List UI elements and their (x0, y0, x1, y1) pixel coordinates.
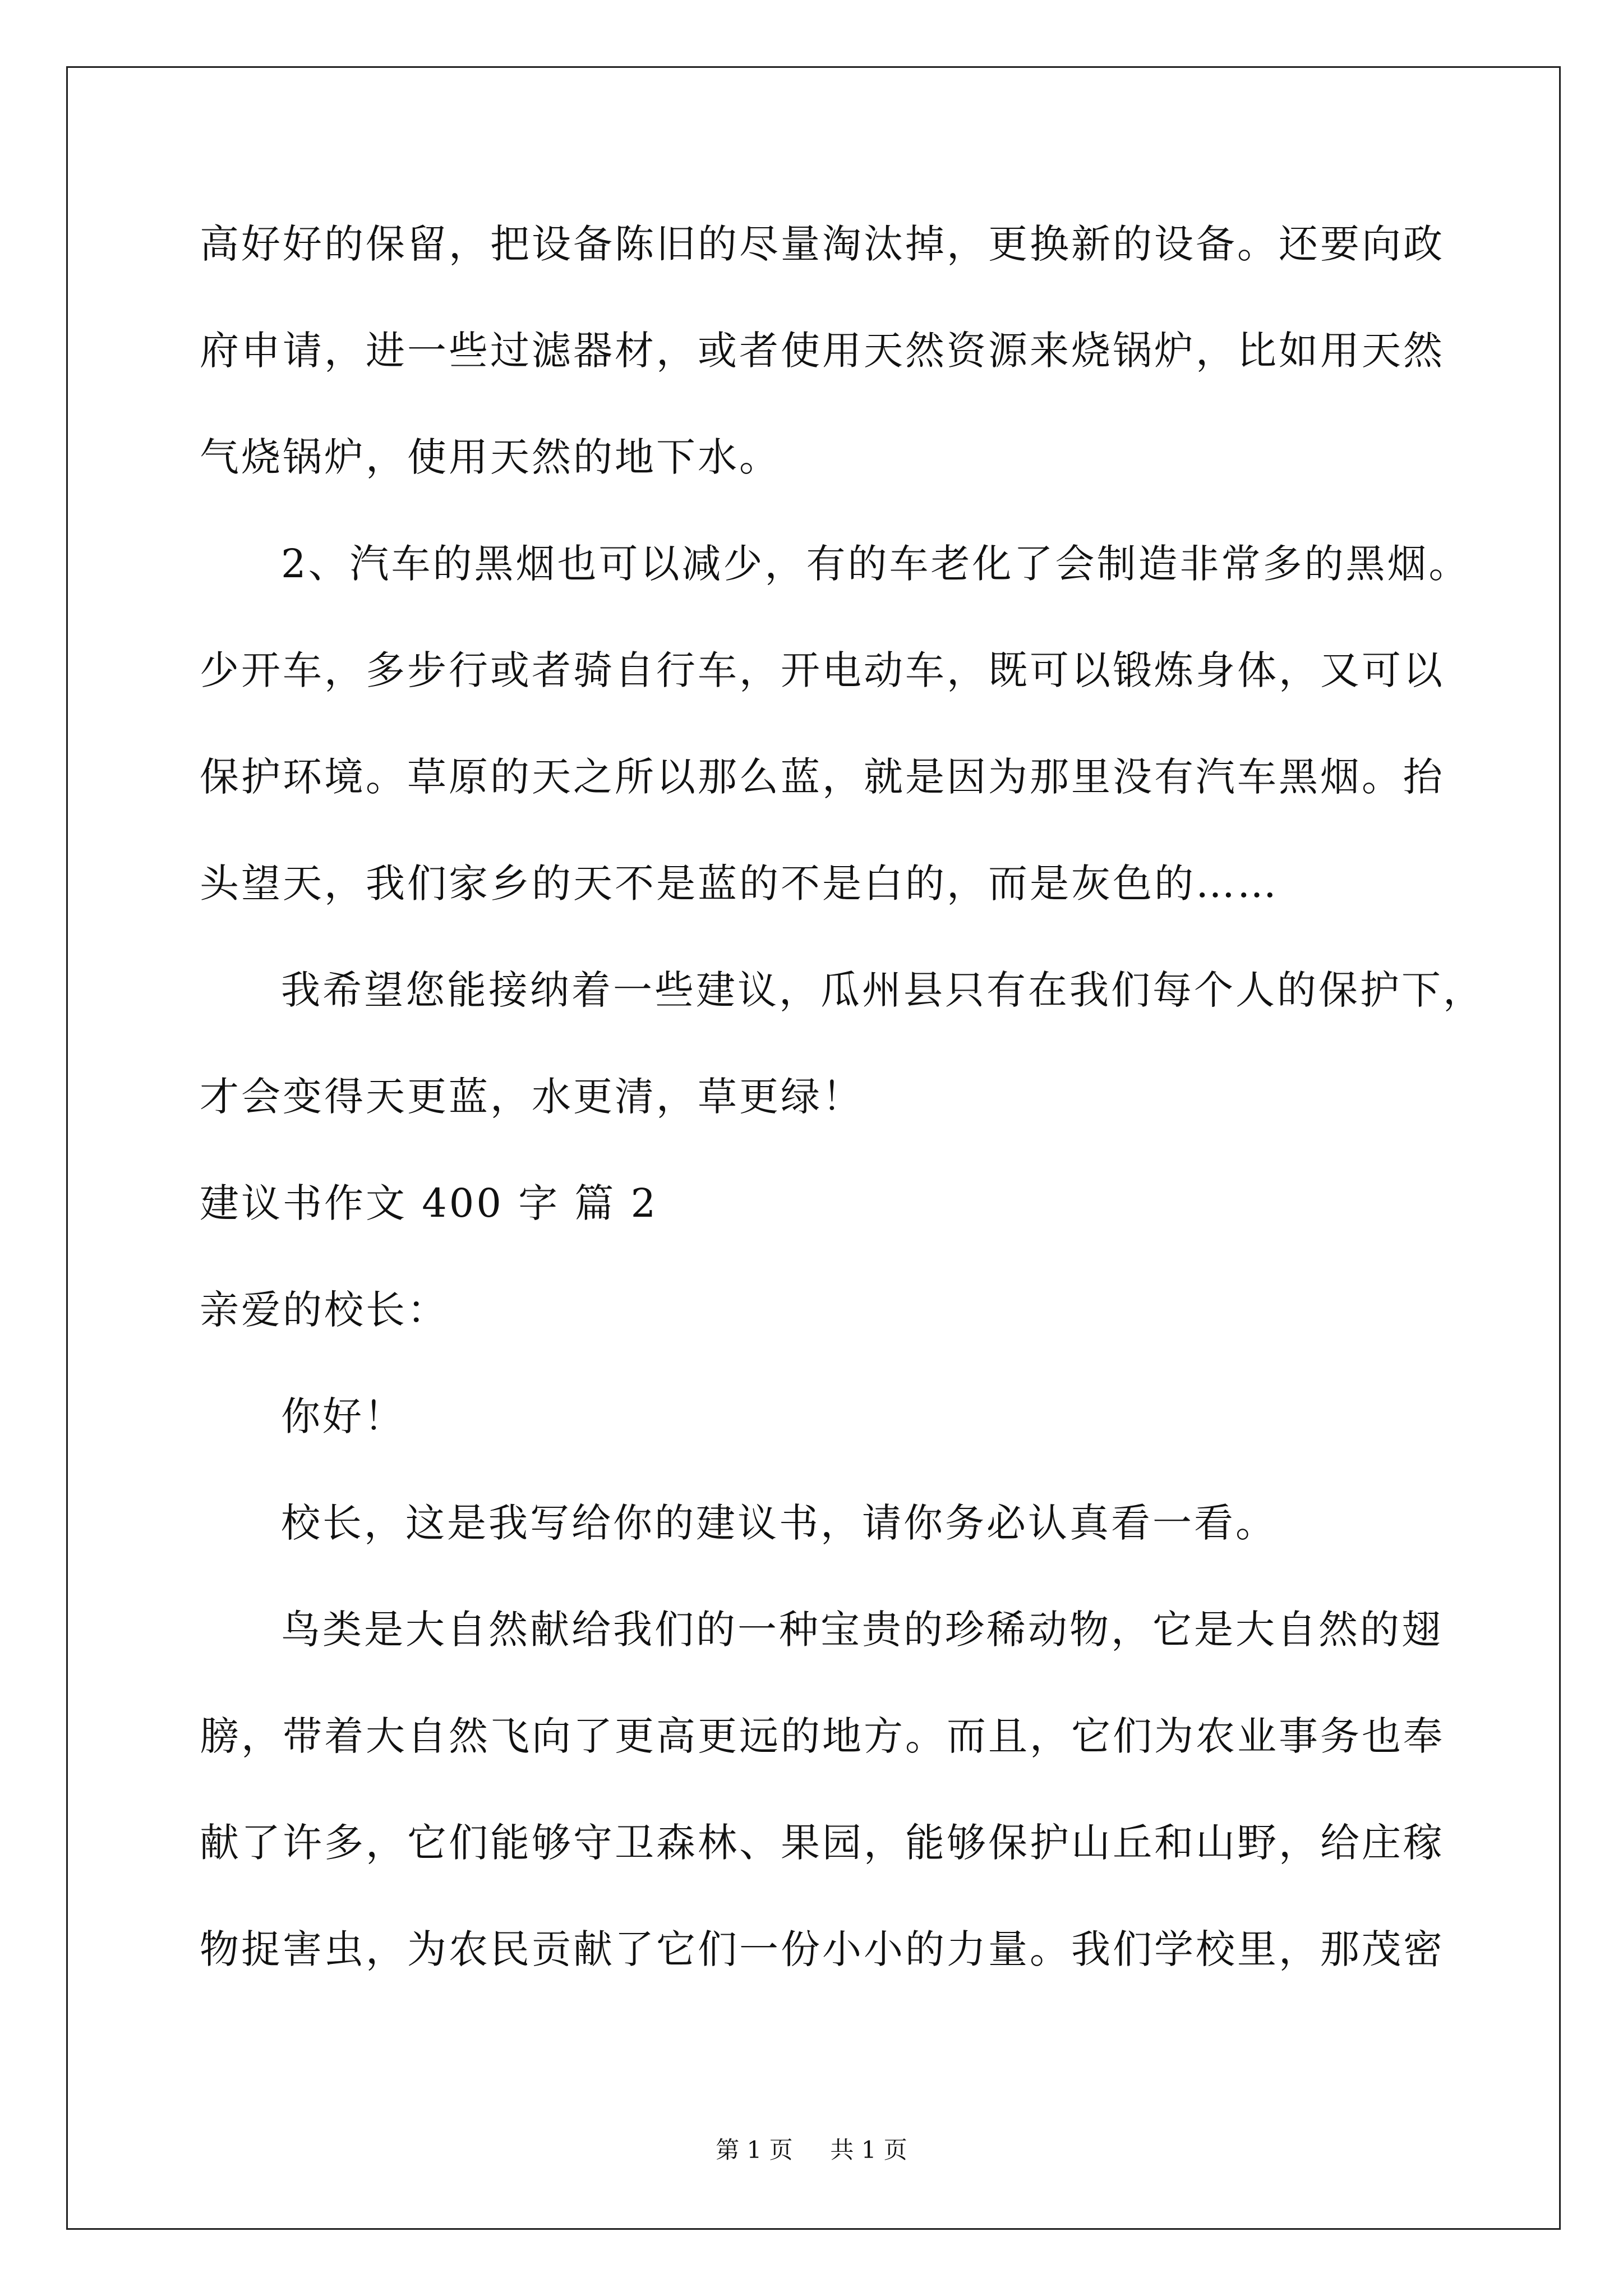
paragraph-line: 膀，带着大自然飞向了更高更远的地方。而且，它们为农业事务也奉 (200, 1713, 1445, 1759)
paragraph-line: 保护环境。草原的天之所以那么蓝，就是因为那里没有汽车黑烟。抬 (200, 754, 1445, 800)
salutation: 亲爱的校长： (200, 1287, 449, 1333)
paragraph-line: 少开车，多步行或者骑自行车，开电动车，既可以锻炼身体，又可以 (200, 647, 1445, 693)
section-heading: 建议书作文 400 字 篇 2 (200, 1180, 658, 1226)
greeting: 你好！ (281, 1393, 405, 1439)
paragraph-line: 献了许多，它们能够守卫森林、果园，能够保护山丘和山野，给庄稼 (200, 1820, 1445, 1866)
page-total: 共 1 页 (830, 2136, 907, 2164)
paragraph-line: 气烧锅炉，使用天然的地下水。 (200, 434, 781, 480)
paragraph-line: 头望天，我们家乡的天不是蓝的不是白的，而是灰色的…… (200, 861, 1279, 907)
page-border (66, 66, 1561, 2230)
paragraph-line: 鸟类是大自然献给我们的一种宝贵的珍稀动物，它是大自然的翅 (281, 1607, 1443, 1653)
paragraph-line: 我希望您能接纳着一些建议，瓜州县只有在我们每个人的保护下， (281, 967, 1484, 1013)
paragraph-line: 府申请，进一些过滤器材，或者使用天然资源来烧锅炉，比如用天然 (200, 328, 1445, 374)
paragraph-line: 物捉害虫，为农民贡献了它们一份小小的力量。我们学校里，那茂密 (200, 1926, 1445, 1972)
page-footer (0, 2132, 1623, 2165)
paragraph-line: 才会变得天更蓝，水更清，草更绿！ (200, 1074, 864, 1120)
page-number: 第 1 页 (716, 2136, 793, 2164)
paragraph-line: 校长，这是我写给你的建议书，请你务必认真看一看。 (281, 1500, 1277, 1546)
paragraph-line: 高好好的保留，把设备陈旧的尽量淘汰掉，更换新的设备。还要向政 (200, 221, 1445, 267)
paragraph-line: 2、汽车的黑烟也可以减少，有的车老化了会制造非常多的黑烟。 (281, 541, 1470, 587)
